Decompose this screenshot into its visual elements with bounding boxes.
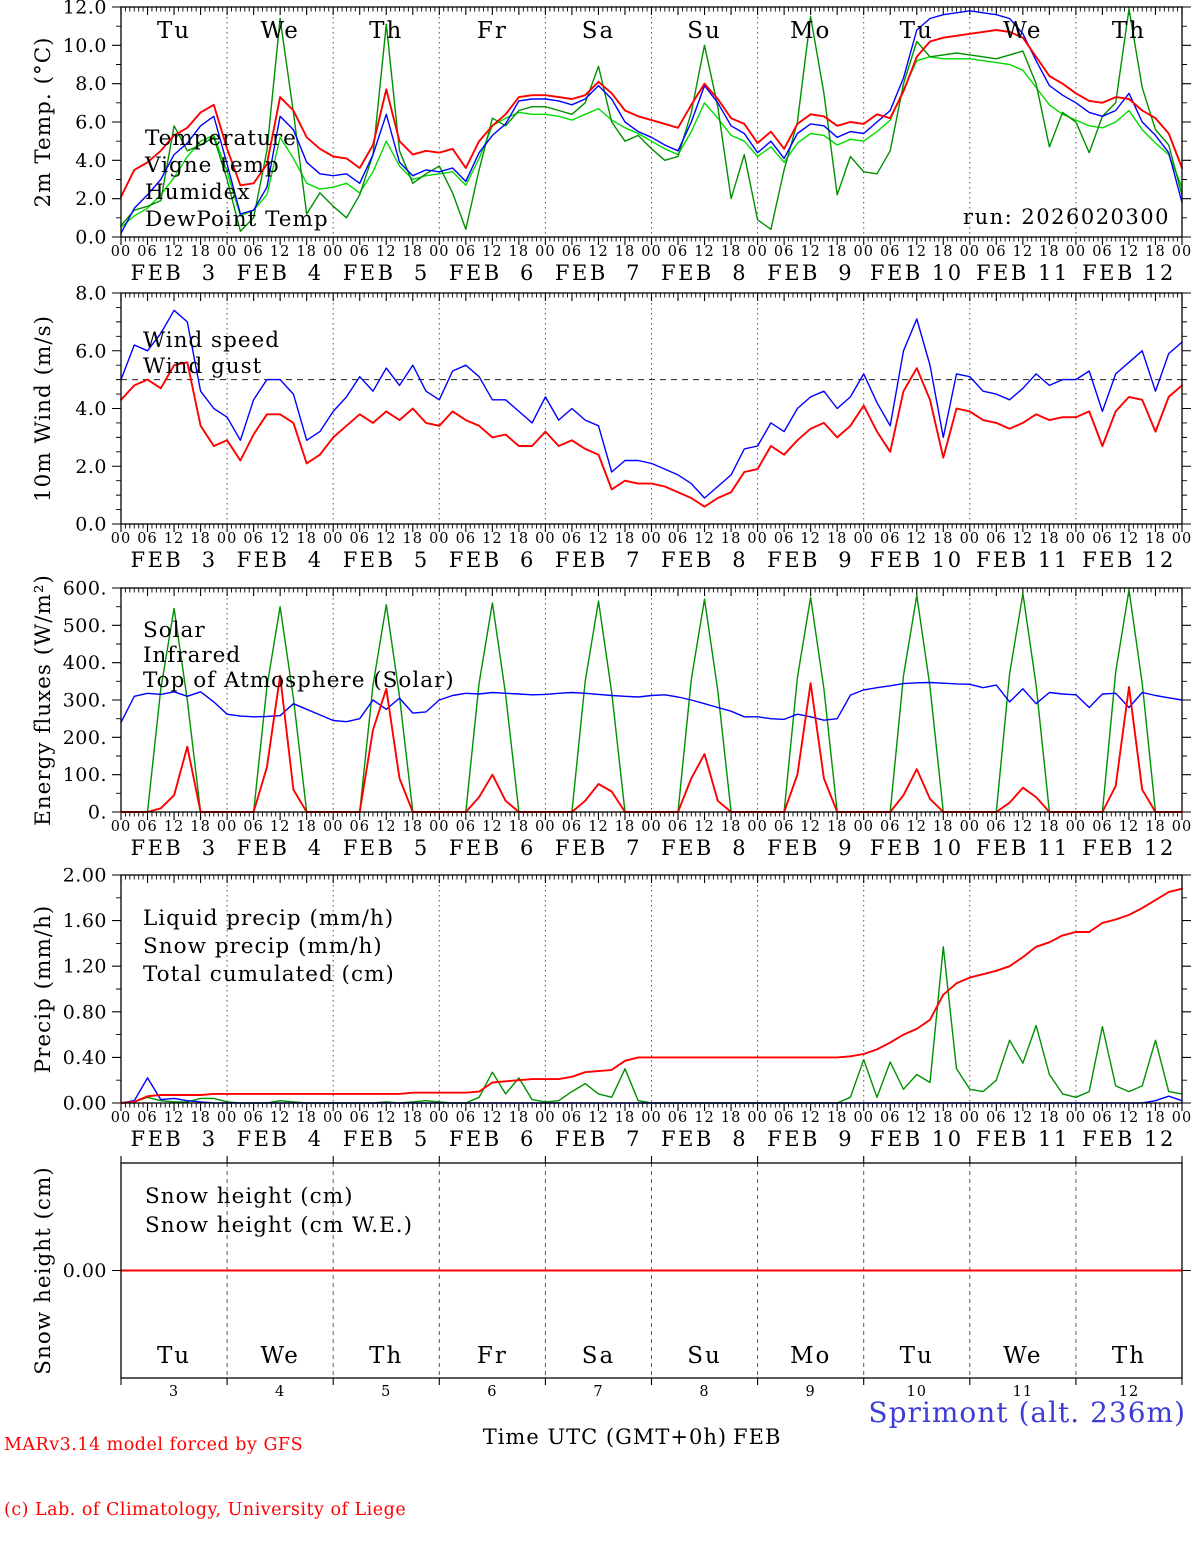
day-label-fr-3: Fr bbox=[476, 1343, 508, 1369]
x-hour-label: 12 bbox=[376, 531, 397, 547]
x-date-label: FEB 3 bbox=[130, 261, 218, 285]
x-hour-label: 18 bbox=[402, 819, 424, 835]
y-tick-label: 1.20 bbox=[62, 955, 107, 978]
x-hour-label: 18 bbox=[296, 1110, 317, 1126]
x-hour-label: 12 bbox=[800, 531, 821, 547]
x-date-label: FEB 10 bbox=[869, 548, 964, 572]
legend-snow-precip-mm-h-: Snow precip (mm/h) bbox=[143, 934, 383, 959]
x-hour-label: 00 bbox=[959, 531, 981, 547]
x-date-label: FEB 7 bbox=[554, 261, 642, 285]
x-hour-label: 06 bbox=[137, 819, 158, 835]
x-hour-label: 18 bbox=[1039, 819, 1060, 835]
y-tick-label: 0. bbox=[87, 801, 107, 824]
x-hour-label: 12 bbox=[482, 244, 503, 260]
x-hour-label: 00 bbox=[1171, 1110, 1193, 1126]
y-tick-label: 200. bbox=[62, 726, 107, 749]
y-tick-label: 0.0 bbox=[75, 226, 107, 249]
x-hour-label: 00 bbox=[429, 244, 450, 260]
x-hour-label: 06 bbox=[986, 819, 1007, 835]
x-hour-label: 12 bbox=[588, 244, 609, 260]
day-label-sa-4: Sa bbox=[581, 1343, 616, 1369]
x-date-label: FEB 5 bbox=[342, 1127, 430, 1151]
x-hour-label: 12 bbox=[1012, 244, 1034, 260]
x-date-label: FEB 4 bbox=[236, 261, 324, 285]
x-day-number: 10 bbox=[906, 1384, 927, 1400]
x-hour-label: 00 bbox=[429, 819, 450, 835]
x-hour-label: 06 bbox=[773, 531, 795, 547]
y-axis-title: Energy fluxes (W/m²) bbox=[31, 574, 56, 826]
x-hour-label: 18 bbox=[296, 244, 317, 260]
y-tick-label: 0.80 bbox=[62, 1001, 107, 1024]
day-label-tu-0: Tu bbox=[156, 1343, 192, 1369]
x-hour-label: 12 bbox=[800, 819, 821, 835]
x-hour-label: 06 bbox=[349, 1110, 370, 1126]
x-date-label: FEB 9 bbox=[767, 261, 855, 285]
x-hour-label: 12 bbox=[1012, 1110, 1034, 1126]
y-tick-label: 400. bbox=[62, 652, 107, 675]
x-hour-label: 18 bbox=[508, 819, 530, 835]
month-label: FEB bbox=[733, 1425, 782, 1449]
x-hour-label: 18 bbox=[614, 244, 636, 260]
x-hour-label: 06 bbox=[667, 531, 689, 547]
x-hour-label: 06 bbox=[879, 531, 901, 547]
x-hour-label: 00 bbox=[110, 244, 132, 260]
x-hour-label: 00 bbox=[747, 244, 768, 260]
x-date-label: FEB 6 bbox=[448, 261, 536, 285]
panel-temp-2m bbox=[31, 0, 1192, 285]
x-hour-label: 06 bbox=[349, 244, 370, 260]
x-hour-label: 18 bbox=[826, 1110, 848, 1126]
day-label-we-1: We bbox=[260, 18, 300, 44]
x-hour-label: 18 bbox=[614, 1110, 636, 1126]
x-hour-label: 12 bbox=[482, 819, 503, 835]
x-hour-label: 06 bbox=[986, 531, 1007, 547]
x-date-label: FEB 9 bbox=[767, 548, 855, 572]
x-hour-label: 00 bbox=[1065, 1110, 1087, 1126]
day-label-we-1: We bbox=[260, 1343, 300, 1369]
x-date-label: FEB 8 bbox=[661, 836, 749, 860]
x-hour-label: 18 bbox=[296, 819, 317, 835]
x-hour-label: 12 bbox=[694, 531, 715, 547]
x-hour-label: 06 bbox=[667, 244, 689, 260]
x-hour-label: 12 bbox=[800, 1110, 821, 1126]
x-hour-label: 00 bbox=[1065, 531, 1087, 547]
x-date-label: FEB 12 bbox=[1082, 836, 1176, 860]
x-hour-label: 18 bbox=[933, 244, 954, 260]
x-hour-label: 06 bbox=[455, 531, 477, 547]
x-axis-labels bbox=[111, 819, 1192, 860]
x-date-label: FEB 6 bbox=[448, 836, 536, 860]
x-hour-label: 06 bbox=[561, 244, 583, 260]
x-date-label: FEB 10 bbox=[869, 261, 964, 285]
x-hour-label: 00 bbox=[110, 1110, 132, 1126]
day-label-tu-7: Tu bbox=[899, 1343, 934, 1369]
x-hour-label: 06 bbox=[773, 819, 795, 835]
x-date-label: FEB 11 bbox=[975, 261, 1070, 285]
day-label-tu-0: Tu bbox=[156, 18, 192, 44]
x-hour-label: 06 bbox=[349, 531, 370, 547]
x-hour-label: 12 bbox=[588, 819, 609, 835]
x-hour-label: 12 bbox=[163, 244, 185, 260]
day-label-su-5: Su bbox=[687, 18, 722, 44]
x-hour-label: 06 bbox=[137, 1110, 158, 1126]
x-date-label: FEB 7 bbox=[554, 1127, 642, 1151]
x-hour-label: 18 bbox=[190, 1110, 211, 1126]
x-hour-label: 00 bbox=[429, 1110, 450, 1126]
x-date-label: FEB 9 bbox=[767, 1127, 855, 1151]
legend-snow-height-cm-w-e-: Snow height (cm W.E.) bbox=[145, 1213, 414, 1238]
x-day-number: 6 bbox=[487, 1384, 498, 1400]
x-hour-label: 06 bbox=[773, 1110, 795, 1126]
x-hour-label: 18 bbox=[1145, 531, 1166, 547]
y-tick-label: 2.00 bbox=[62, 864, 107, 887]
x-hour-label: 12 bbox=[482, 531, 503, 547]
x-hour-label: 18 bbox=[826, 531, 848, 547]
x-date-label: FEB 12 bbox=[1082, 1127, 1176, 1151]
x-hour-label: 12 bbox=[1118, 531, 1140, 547]
x-hour-label: 06 bbox=[1092, 1110, 1113, 1126]
x-date-label: FEB 9 bbox=[767, 836, 855, 860]
x-hour-label: 12 bbox=[906, 819, 927, 835]
x-hour-label: 00 bbox=[641, 819, 662, 835]
x-hour-label: 18 bbox=[720, 244, 742, 260]
x-hour-label: 06 bbox=[455, 244, 477, 260]
x-date-label: FEB 7 bbox=[554, 836, 642, 860]
x-hour-label: 12 bbox=[163, 531, 185, 547]
x-hour-label: 18 bbox=[826, 244, 848, 260]
day-label-th-9: Th bbox=[1111, 18, 1147, 44]
x-hour-label: 06 bbox=[1092, 819, 1113, 835]
x-day-number: 4 bbox=[275, 1384, 286, 1400]
x-date-label: FEB 3 bbox=[130, 1127, 218, 1151]
y-tick-label: 300. bbox=[62, 689, 107, 712]
x-date-label: FEB 6 bbox=[448, 548, 536, 572]
x-hour-label: 12 bbox=[1118, 1110, 1140, 1126]
x-hour-label: 12 bbox=[376, 244, 397, 260]
x-hour-label: 12 bbox=[1118, 244, 1140, 260]
x-hour-label: 18 bbox=[190, 819, 211, 835]
x-hour-label: 12 bbox=[906, 531, 927, 547]
x-hour-label: 06 bbox=[561, 819, 583, 835]
x-hour-label: 06 bbox=[1092, 244, 1113, 260]
x-date-label: FEB 5 bbox=[342, 261, 430, 285]
x-hour-label: 18 bbox=[933, 819, 954, 835]
x-hour-label: 00 bbox=[853, 244, 874, 260]
day-label-th-2: Th bbox=[369, 1343, 404, 1369]
y-tick-label: 12.0 bbox=[62, 0, 107, 19]
x-date-label: FEB 3 bbox=[130, 836, 218, 860]
x-hour-label: 18 bbox=[1145, 1110, 1166, 1126]
x-hour-label: 00 bbox=[959, 1110, 981, 1126]
x-hour-label: 12 bbox=[694, 244, 715, 260]
x-hour-label: 12 bbox=[163, 1110, 185, 1126]
x-hour-label: 12 bbox=[694, 1110, 715, 1126]
x-hour-label: 06 bbox=[879, 819, 901, 835]
x-hour-label: 00 bbox=[535, 531, 556, 547]
x-hour-label: 06 bbox=[667, 1110, 689, 1126]
day-label-su-5: Su bbox=[687, 1343, 722, 1369]
x-date-label: FEB 5 bbox=[342, 836, 430, 860]
credits bbox=[4, 1392, 406, 1564]
x-hour-label: 00 bbox=[216, 244, 238, 260]
x-hour-label: 18 bbox=[402, 244, 424, 260]
x-date-label: FEB 5 bbox=[342, 548, 430, 572]
x-date-label: FEB 4 bbox=[236, 548, 324, 572]
legend-wind-gust: Wind gust bbox=[143, 354, 263, 379]
x-hour-label: 12 bbox=[269, 244, 291, 260]
x-hour-label: 18 bbox=[1039, 244, 1060, 260]
x-hour-label: 00 bbox=[747, 1110, 768, 1126]
day-label-fr-3: Fr bbox=[476, 18, 508, 44]
x-date-label: FEB 8 bbox=[661, 1127, 749, 1151]
y-axis-title: Precip (mm/h) bbox=[31, 904, 56, 1074]
y-axis-title: Snow height (cm) bbox=[31, 1166, 56, 1375]
legend-top-of-atmosphere-solar-: Top of Atmosphere (Solar) bbox=[143, 668, 455, 693]
x-hour-label: 18 bbox=[402, 531, 424, 547]
x-date-label: FEB 12 bbox=[1082, 548, 1176, 572]
y-tick-label: 10.0 bbox=[62, 34, 107, 57]
x-hour-label: 00 bbox=[429, 531, 450, 547]
x-date-label: FEB 3 bbox=[130, 548, 218, 572]
x-hour-label: 12 bbox=[906, 1110, 927, 1126]
credit-line-2: (c) Lab. of Climatology, University of Liege bbox=[4, 1499, 407, 1520]
x-hour-label: 18 bbox=[508, 531, 530, 547]
x-hour-label: 00 bbox=[641, 531, 662, 547]
x-hour-label: 00 bbox=[1065, 819, 1087, 835]
x-hour-label: 06 bbox=[773, 244, 795, 260]
x-hour-label: 00 bbox=[853, 531, 874, 547]
y-axis-title: 2m Temp. (°C) bbox=[31, 36, 56, 208]
x-hour-label: 12 bbox=[694, 819, 715, 835]
x-hour-label: 18 bbox=[1039, 531, 1060, 547]
x-hour-label: 18 bbox=[508, 1110, 530, 1126]
day-label-mo-6: Mo bbox=[789, 1343, 832, 1369]
x-date-label: FEB 12 bbox=[1082, 261, 1176, 285]
x-hour-label: 06 bbox=[137, 244, 158, 260]
x-hour-label: 00 bbox=[853, 819, 874, 835]
x-hour-label: 06 bbox=[561, 531, 583, 547]
legend-temperature: Temperature bbox=[145, 126, 297, 151]
day-label-th-9: Th bbox=[1111, 1343, 1147, 1369]
y-tick-label: 100. bbox=[62, 764, 107, 787]
x-hour-label: 12 bbox=[269, 1110, 291, 1126]
x-day-number: 8 bbox=[699, 1384, 710, 1400]
x-hour-label: 18 bbox=[826, 819, 848, 835]
run-label: run: 2026020300 bbox=[963, 205, 1170, 229]
x-hour-label: 06 bbox=[243, 819, 264, 835]
x-day-number: 12 bbox=[1118, 1384, 1140, 1400]
x-day-number: 3 bbox=[168, 1384, 180, 1400]
x-hour-label: 12 bbox=[588, 1110, 609, 1126]
x-hour-label: 00 bbox=[1171, 244, 1193, 260]
x-hour-label: 18 bbox=[614, 819, 636, 835]
x-hour-label: 00 bbox=[535, 244, 556, 260]
x-hour-label: 18 bbox=[720, 1110, 742, 1126]
x-hour-label: 18 bbox=[720, 531, 742, 547]
x-hour-label: 00 bbox=[322, 531, 344, 547]
day-label-mo-6: Mo bbox=[789, 18, 832, 44]
x-date-label: FEB 4 bbox=[236, 836, 324, 860]
day-label-we-8: We bbox=[1003, 1343, 1043, 1369]
x-date-label: FEB 8 bbox=[661, 548, 749, 572]
x-hour-label: 12 bbox=[588, 531, 609, 547]
day-label-tu-7: Tu bbox=[899, 18, 934, 44]
legend-dewpoint-temp: DewPoint Temp bbox=[145, 207, 329, 232]
y-tick-label: 4.0 bbox=[75, 398, 107, 420]
x-hour-label: 18 bbox=[190, 244, 211, 260]
x-hour-label: 06 bbox=[561, 1110, 583, 1126]
y-tick-label: 6.0 bbox=[75, 111, 107, 134]
credit-line-1: MARv3.14 model forced by GFS bbox=[4, 1435, 304, 1455]
x-hour-label: 12 bbox=[269, 819, 291, 835]
legend-infrared: Infrared bbox=[143, 643, 242, 668]
y-tick-label: 600. bbox=[62, 577, 107, 600]
x-day-number: 5 bbox=[381, 1384, 392, 1400]
x-hour-label: 00 bbox=[216, 819, 238, 835]
x-hour-label: 18 bbox=[1145, 244, 1166, 260]
x-hour-label: 18 bbox=[933, 531, 954, 547]
x-hour-label: 00 bbox=[747, 531, 768, 547]
x-hour-label: 06 bbox=[243, 244, 264, 260]
x-hour-label: 06 bbox=[243, 1110, 264, 1126]
x-date-label: FEB 6 bbox=[448, 1127, 536, 1151]
y-tick-label: 2.0 bbox=[75, 188, 107, 211]
x-axis-title bbox=[452, 1401, 781, 1473]
day-label-we-8: We bbox=[1003, 18, 1043, 44]
x-hour-label: 18 bbox=[614, 531, 636, 547]
x-hour-label: 06 bbox=[455, 819, 477, 835]
station-label: Sprimont (alt. 236m) bbox=[868, 1396, 1186, 1429]
x-hour-label: 18 bbox=[1039, 1110, 1060, 1126]
x-hour-label: 18 bbox=[190, 531, 211, 547]
x-hour-label: 12 bbox=[376, 819, 397, 835]
y-tick-label: 2.0 bbox=[75, 455, 107, 478]
x-hour-label: 18 bbox=[296, 531, 317, 547]
x-hour-label: 00 bbox=[1171, 819, 1193, 835]
x-date-label: FEB 4 bbox=[236, 1127, 324, 1151]
time-utc-label: Time UTC (GMT+0h) bbox=[482, 1425, 728, 1449]
y-tick-label: 0.00 bbox=[62, 1092, 107, 1115]
x-hour-label: 06 bbox=[879, 244, 901, 260]
y-tick-label: 4.0 bbox=[75, 149, 107, 172]
panel-wind-10m bbox=[31, 283, 1192, 573]
x-hour-label: 06 bbox=[243, 531, 264, 547]
x-hour-label: 18 bbox=[402, 1110, 424, 1126]
x-hour-label: 12 bbox=[1012, 819, 1034, 835]
x-hour-label: 00 bbox=[747, 819, 768, 835]
y-tick-label: 0.00 bbox=[62, 1260, 107, 1282]
x-hour-label: 06 bbox=[879, 1110, 901, 1126]
x-hour-label: 12 bbox=[376, 1110, 397, 1126]
legend-solar: Solar bbox=[143, 618, 206, 643]
x-date-label: FEB 10 bbox=[869, 836, 964, 860]
x-date-label: FEB 11 bbox=[975, 548, 1070, 572]
y-tick-label: 1.60 bbox=[62, 910, 107, 933]
y-tick-label: 6.0 bbox=[75, 340, 107, 363]
legend-humidex: Humidex bbox=[145, 180, 251, 205]
x-axis-labels bbox=[111, 1110, 1192, 1151]
panel-energy-fluxes bbox=[31, 574, 1192, 860]
x-hour-label: 06 bbox=[1092, 531, 1113, 547]
x-hour-label: 06 bbox=[986, 244, 1007, 260]
panel-snow-height bbox=[31, 1156, 1191, 1400]
x-hour-label: 06 bbox=[986, 1110, 1007, 1126]
x-hour-label: 00 bbox=[216, 531, 238, 547]
legend-wind-speed: Wind speed bbox=[143, 328, 281, 353]
x-day-number: 11 bbox=[1012, 1384, 1034, 1400]
x-hour-label: 18 bbox=[508, 244, 530, 260]
x-hour-label: 18 bbox=[720, 819, 742, 835]
y-tick-label: 8.0 bbox=[75, 73, 107, 96]
x-hour-label: 00 bbox=[1065, 244, 1087, 260]
y-tick-label: 0.40 bbox=[62, 1046, 107, 1069]
x-hour-label: 06 bbox=[667, 819, 689, 835]
x-date-label: FEB 8 bbox=[661, 261, 749, 285]
x-hour-label: 00 bbox=[959, 819, 981, 835]
x-hour-label: 12 bbox=[1118, 819, 1140, 835]
x-hour-label: 00 bbox=[853, 1110, 874, 1126]
x-hour-label: 12 bbox=[482, 1110, 503, 1126]
x-date-label: FEB 11 bbox=[975, 836, 1070, 860]
day-label-th-2: Th bbox=[369, 18, 404, 44]
x-date-label: FEB 10 bbox=[869, 1127, 964, 1151]
x-hour-label: 00 bbox=[110, 531, 132, 547]
x-day-number: 9 bbox=[805, 1384, 816, 1400]
x-hour-label: 00 bbox=[322, 819, 344, 835]
day-label-sa-4: Sa bbox=[581, 18, 616, 44]
x-hour-label: 18 bbox=[1145, 819, 1166, 835]
x-hour-label: 00 bbox=[216, 1110, 238, 1126]
x-hour-label: 00 bbox=[641, 244, 662, 260]
x-hour-label: 12 bbox=[906, 244, 927, 260]
legend-snow-height-cm-: Snow height (cm) bbox=[145, 1184, 354, 1209]
x-hour-label: 06 bbox=[349, 819, 370, 835]
x-hour-label: 12 bbox=[1012, 531, 1034, 547]
x-hour-label: 00 bbox=[641, 1110, 662, 1126]
legend-liquid-precip-mm-h-: Liquid precip (mm/h) bbox=[143, 906, 395, 931]
y-tick-label: 8.0 bbox=[75, 282, 107, 305]
x-date-label: FEB 7 bbox=[554, 548, 642, 572]
legend-vigne-temp: Vigne temp bbox=[145, 153, 280, 178]
x-hour-label: 12 bbox=[163, 819, 185, 835]
legend-total-cumulated-cm-: Total cumulated (cm) bbox=[143, 962, 395, 987]
x-axis-labels bbox=[111, 531, 1192, 572]
x-hour-label: 00 bbox=[322, 244, 344, 260]
x-hour-label: 06 bbox=[137, 531, 158, 547]
y-tick-label: 0.0 bbox=[75, 513, 107, 536]
panel-precip bbox=[31, 865, 1192, 1152]
x-hour-label: 00 bbox=[535, 1110, 556, 1126]
x-hour-label: 00 bbox=[1171, 531, 1193, 547]
y-axis-title: 10m Wind (m/s) bbox=[31, 314, 56, 503]
x-hour-label: 00 bbox=[110, 819, 132, 835]
x-hour-label: 06 bbox=[455, 1110, 477, 1126]
x-date-label: FEB 11 bbox=[975, 1127, 1070, 1151]
x-hour-label: 00 bbox=[959, 244, 981, 260]
x-hour-label: 00 bbox=[535, 819, 556, 835]
x-hour-label: 00 bbox=[322, 1110, 344, 1126]
x-axis-labels bbox=[111, 244, 1192, 285]
x-day-number: 7 bbox=[593, 1384, 604, 1400]
x-hour-label: 18 bbox=[933, 1110, 954, 1126]
x-hour-label: 12 bbox=[800, 244, 821, 260]
x-hour-label: 12 bbox=[269, 531, 291, 547]
y-tick-label: 500. bbox=[62, 614, 107, 637]
